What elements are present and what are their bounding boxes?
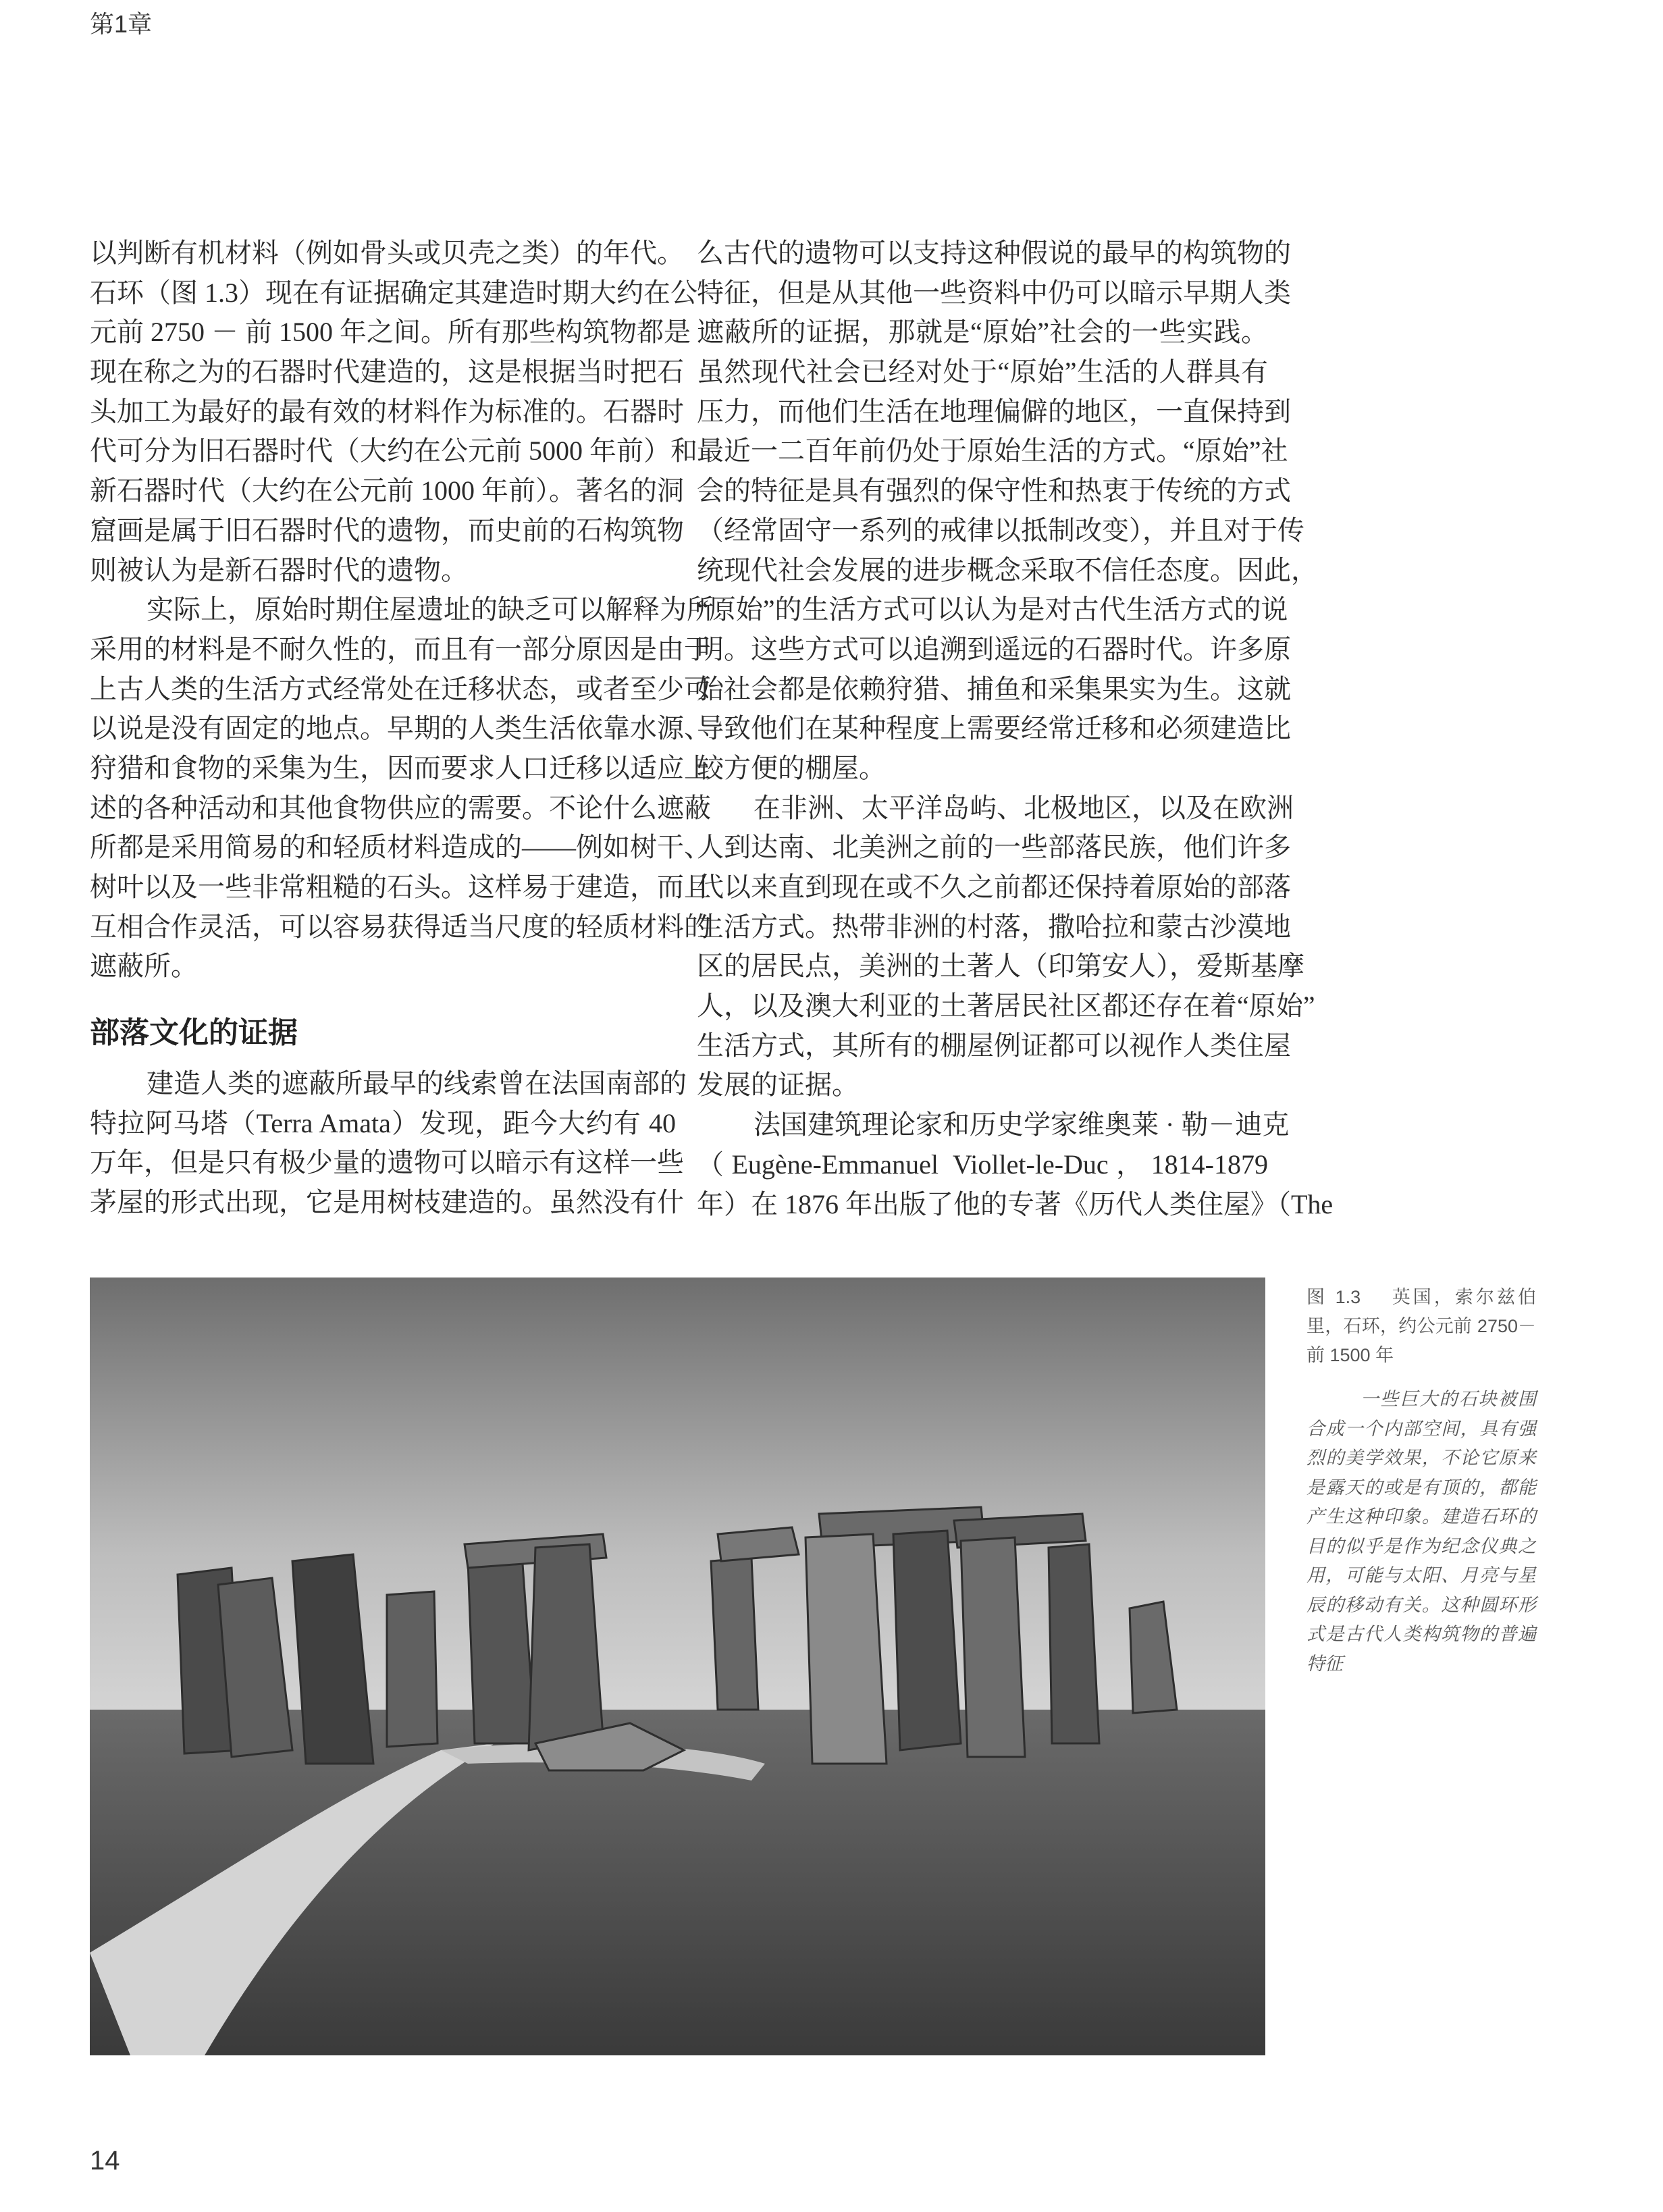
text-line: 元前 2750 － 前 1500 年之间。所有那些构筑物都是 — [90, 317, 691, 348]
text-line: 建造人类的遮蔽所最早的线索曾在法国南部的 — [147, 1068, 687, 1099]
text-line: 生活方式，其所有的棚屋例证都可以视作人类住屋 — [697, 1030, 1291, 1061]
text-line: 特拉阿马塔（Terra Amata）发现，距今大约有 40 — [90, 1107, 676, 1138]
text-line: 万年，但是只有极少量的遗物可以暗示有这样一些 — [90, 1147, 684, 1178]
text-line: 人到达南、北美洲之前的一些部落民族，他们许多 — [697, 832, 1291, 863]
text-line: 压力，而他们生活在地理偏僻的地区，一直保持到 — [697, 396, 1291, 427]
text-line: 以判断有机材料（例如骨头或贝壳之类）的年代。 — [90, 238, 684, 268]
text-line: 区的居民点，美洲的土著人（印第安人），爱斯基摩 — [697, 951, 1304, 982]
text-line: 则被认为是新石器时代的遗物。 — [90, 554, 468, 585]
text-line: 实际上，原始时期住屋遗址的缺乏可以解释为所 — [147, 594, 714, 625]
text-line: （Eugène-Emmanuel Viollet-le-Duc，1814-1879 — [697, 1149, 1268, 1180]
text-line: 采用的材料是不耐久性的，而且有一部分原因是由于 — [90, 633, 711, 664]
text-line: 述的各种活动和其他食物供应的需要。不论什么遮蔽 — [90, 792, 711, 823]
text-line: 生活方式。热带非洲的村落，撒哈拉和蒙古沙漠地 — [697, 911, 1291, 942]
text-line: 窟画是属于旧石器时代的遗物，而史前的石构筑物 — [90, 515, 684, 546]
text-line: 明。这些方式可以追溯到遥远的石器时代。许多原 — [697, 633, 1291, 664]
text-line: 最近一二百年前仍处于原始生活的方式。“原始”社 — [697, 436, 1288, 467]
text-line: （经常固守一系列的戒律以抵制改变），并且对于传 — [697, 515, 1304, 546]
figure-description: 一些巨大的石块被围合成一个内部空间，具有强烈的美学效果，不论它原来是露天的或是有顶的，都能产生这种印象。建造石环的目的似乎是作为纪念仪典之用，可能与太阳、月亮与星辰的移动有关。这种圆环形式是古代人类构筑物的普遍特征 — [1306, 1389, 1536, 1674]
text-line: 在非洲、太平洋岛屿、北极地区，以及在欧洲 — [754, 792, 1294, 823]
chapter-header: 第1章 — [90, 10, 153, 38]
text-line: 会的特征是具有强烈的保守性和热衷于传统的方式 — [697, 475, 1291, 506]
right-column-text — [697, 234, 1334, 1224]
photo-illustration — [90, 1278, 1265, 2055]
text-line: 始社会都是依赖狩猎、捕鱼和采集果实为生。这就 — [697, 673, 1291, 704]
figure-caption — [1306, 1283, 1536, 1679]
figure-title: 图 1.3 英国，索尔兹伯里，石环，约公元前 2750－ 前 1500 年 — [1306, 1287, 1536, 1365]
text-line: 统现代社会发展的进步概念采取不信任态度。因此， — [697, 554, 1318, 585]
text-line: 导致他们在某种程度上需要经常迁移和必须建造比 — [697, 713, 1291, 744]
left-column-text — [90, 234, 714, 986]
text-line: 虽然现代社会已经对处于“原始”生活的人群具有 — [697, 357, 1268, 388]
text-line: 上古人类的生活方式经常处在迁移状态，或者至少可 — [90, 673, 711, 704]
text-line: “原始”的生活方式可以认为是对古代生活方式的说 — [697, 594, 1288, 625]
text-line: 法国建筑理论家和历史学家维奥莱 · 勒－迪克 — [754, 1109, 1290, 1140]
text-line: 遮蔽所的证据，那就是“原始”社会的一些实践。 — [697, 317, 1268, 348]
text-line: 石环（图 1.3）现在有证据确定其建造时期大约在公 — [90, 277, 697, 308]
text-line: 发展的证据。 — [697, 1070, 859, 1101]
left-column-text-2 — [90, 1064, 687, 1223]
section-heading: 部落文化的证据 — [90, 1016, 298, 1049]
text-line: 以说是没有固定的地点。早期的人类生活依靠水源、 — [90, 713, 711, 744]
text-line: 遮蔽所。 — [90, 951, 198, 982]
text-line: 代以来直到现在或不久之前都还保持着原始的部落 — [697, 872, 1291, 902]
text-line: 互相合作灵活，可以容易获得适当尺度的轻质材料的 — [90, 911, 711, 942]
text-line: 特征，但是从其他一些资料中仍可以暗示早期人类 — [697, 277, 1291, 308]
text-line: 头加工为最好的最有效的材料作为标准的。石器时 — [90, 396, 684, 427]
text-line: 代可分为旧石器时代（大约在公元前 5000 年前）和 — [90, 436, 697, 467]
page-number: 14 — [90, 2146, 120, 2176]
text-line: 年）在 1876 年出版了他的专著《历代人类住屋》（The — [697, 1188, 1334, 1219]
text-line: 人，以及澳大利亚的土著居民社区都还存在着“原始” — [697, 991, 1315, 1022]
text-line: 现在称之为的石器时代建造的，这是根据当时把石 — [90, 357, 684, 388]
text-line: 狩猎和食物的采集为生，因而要求人口迁移以适应上 — [90, 752, 711, 783]
stonehenge-photo — [90, 1278, 1265, 2055]
text-line: 所都是采用简易的和轻质材料造成的——例如树干、 — [90, 832, 711, 863]
text-line: 树叶以及一些非常粗糙的石头。这样易于建造，而且 — [90, 872, 711, 902]
text-line: 较方便的棚屋。 — [697, 752, 886, 783]
text-line: 茅屋的形式出现，它是用树枝建造的。虽然没有什 — [90, 1187, 684, 1218]
text-line: 新石器时代（大约在公元前 1000 年前）。著名的洞 — [90, 475, 684, 506]
text-line: 么古代的遗物可以支持这种假说的最早的构筑物的 — [697, 238, 1291, 268]
